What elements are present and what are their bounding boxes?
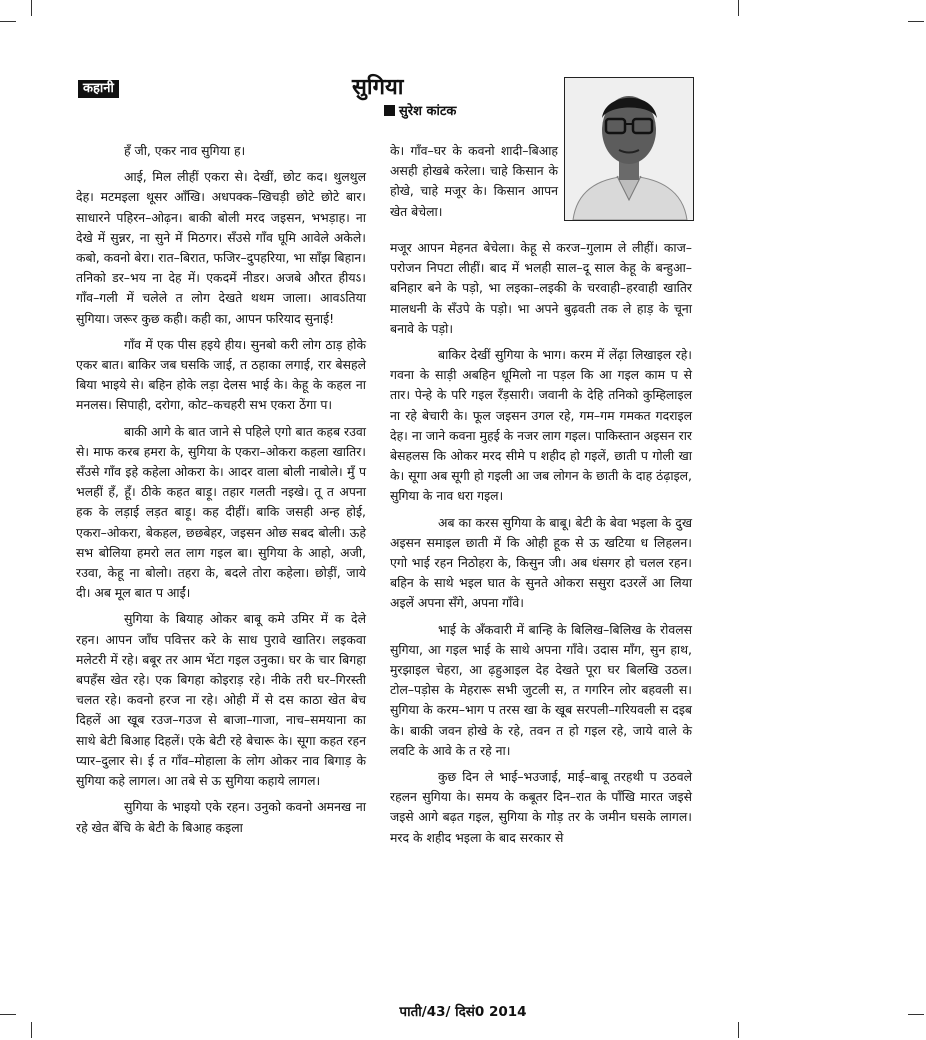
paragraph: मजूर आपन मेहनत बेचेला। केहू से करज–गुलाम ले लीहीं। काज–परोजन निपटा लीहीं। बाद में भलही साल–दू साल केहू के बन्हुआ–बनिहार बने के पड़ो, भा लइका–लइकी के चरवाही–हरवाही खातिर मालधनी के सँउपे के पड़ो। भा अपने बुढ़वती तक ले हाड़ के चूना बनावे के पड़ो। bbox=[390, 240, 692, 336]
paragraph: सुगिया के बियाह ओकर बाबू कमे उमिर में क देले रहन। आपन जाँघ पवित्तर करे के साध पुरावे खातिर। लइकवा मलेटरी में रहे। बबूर तर आम भेंटा गइल उनुका। घर के चार बिगहा बपहँस खेत रहे। एक बिगहा कोइराड़ रहे। नीके तरी घर–गिरस्ती चलत रहे। कवनो हरज ना रहे। ओही में से दस काठा खेत बेच दिहलें आ खूब रउज–गउज से बाजा–गाजा, नाच–समयाना का साथे बेटी बिआह दिहलें। एके बेटी रहे बेचारू के। सूगा कहत रहन प्यार–दुलार से। ई त गाँव–मोहाला के लोग ओकर नाव बिगाड़ के सुगिया कहे लागल। आ तबे से ऊ सुगिया कहाये लागल। bbox=[76, 611, 366, 789]
left-column bbox=[76, 141, 366, 844]
author-portrait-illustration bbox=[565, 78, 693, 220]
page-footer: पाती/43/ दिसं0 2014 bbox=[399, 1004, 527, 1020]
paragraph: आई, मिल लीहीं एकरा से। देखीं, छोट कद। थुलथुल देह। मटमइला थूसर आँखि। अधपक्क–खिचड़ी छोटे छोटे बार। साधारने पहिरन–ओढ़न। बाकी बोली मरद जइसन, भभड़ाह। ना देखे में सुन्नर, ना सुने में मिठगर। सँउसे गाँव घूमि आवेले अकेले। कबो, कवनो बेरा। रात–बिरात, फजिर–दुपहरिया, भा साँझ बिहान। तनिको डर–भय ना देह में। एकदमें नीडर। अजबे औरत हीयऽ। गाँव–गली में चलेले त लोग देखते थथम जाला। आवऽतिया सुगिया। जरूर कुछ कही। कही का, आपन फरियाद सुनाई! bbox=[76, 169, 366, 326]
crop-mark bbox=[31, 0, 32, 16]
paragraph: बाकिर देखीं सुगिया के भाग। करम में लेंढ़ा लिखाइल रहे। गवना के साड़ी अबहिन धूमिलो ना पड़ल कि आ गइल काम प से तार। पेन्हे के परि गइल रँड़सारी। जवानी के देहि तनिको कुम्हिलाइल ना रहे बेचारी के। फूल जइसन उगल रहे, गम–गम गमकत गदराइल देह। ना जाने कवना मुहई के नजर लाग गइल। पाकिस्तान अइसन रार बेसहलस कि ओकर मरद सीमे प शहीद हो गइलें, छाती प गोली खा के। सूगा अब सूगी हो गइली आ जब लोगन के छाती के दाह ठंढ़ाइल, सुगिया के नाव धरा गइल। bbox=[390, 347, 692, 504]
section-tag: कहानी bbox=[78, 80, 119, 98]
story-title: सुगिया bbox=[352, 75, 404, 100]
paragraph: भाई के अँकवारी में बान्हि के बिलिख–बिलिख के रोवलस सुगिया, आ गइल भाई के साथे अपना गाँवे। उदास माँग, सुन हाथ, मुरझाइल चेहरा, आ ढ़हुआइल देह देखते पूरा घर बिलखि उठल। टोल–पड़ोस के मेहरारू सभी जुटली स, त गगरिन लोर बहवली स। सुगिया के करम–भाग प तरस खा के खूब सरपली–गरियवली स दइब के। बाकी जवन होखे के रहे, तवन त हो गइल रहे, जाये वाले के लवटि के आवे के त रहे ना। bbox=[390, 621, 692, 758]
paragraph: गाँव में एक पीस हइये हीय। सुनबो करी लोग ठाड़ होके एकर बात। बाकिर जब घसकि जाई, त ठहाका लगाई, रार बेसहले बिया भाइये से। बहिन होके लड़ा देलस भाई के। केहू के कहल ना मनलस। सिपाही, दरोगा, कोट–कचहरी सभ एकरा ठेंगा प। bbox=[76, 336, 366, 413]
crop-mark bbox=[738, 0, 739, 16]
crop-mark bbox=[738, 1022, 739, 1038]
crop-mark bbox=[908, 21, 924, 22]
paragraph: अब का करस सुगिया के बाबू। बेटी के बेवा भइला के दुख अइसन समाइल छाती में कि ओही हूक से ऊ खटिया ध लिहलन। एगो भाई रहन निठोहरा के, किसुन जी। अब धंसगर हो चलल रहन। बहिन के साथे भइल घात के सुनते ओकरा ससुरा दउरलें आ लिया अइलें अपना सँगे, अपना गाँवे। bbox=[390, 514, 692, 611]
paragraph: के। गाँव–घर के कवनो शादी–बिआह असही होखबे करेला। चाहे किसान के होखे, चाहे मजूर के। किसान आपन खेत बेचेला। bbox=[390, 143, 558, 219]
crop-mark bbox=[0, 21, 16, 22]
author-line bbox=[384, 104, 456, 120]
paragraph: हँ जी, एकर नाव सुगिया ह। bbox=[124, 143, 246, 158]
right-column bbox=[390, 238, 692, 854]
author-name: सुरेश कांटक bbox=[399, 104, 457, 119]
paragraph: बाकी आगे के बात जाने से पहिले एगो बात कहब रउवा से। माफ करब हमरा के, सुगिया के एकरा–ओकरा कहला खातिर। सँउसे गाँव इहे कहेला ओकरा के। आदर वाला बोली नाबोले। मुँ प भलहीं हँ, हूँ। ठीके कहत बाड़ू। तहार गलती नइखे। तू त अपना हक के लड़ाई लड़त बाड़ू। कह दीहीं। बाकि जसही अन्ह होई, एकरा–ओकरा, बेकहल, छछबेहर, जइसन ओछ सबद बोली। ऊहे सभ बोलिया हमरो लत लाग गइल बा। सुगिया के आहो, अजी, रउवा, केहू ना बोलो। तहरा के, बदले तोरा कहेला। छोड़ीं, जाये दी। अब मूल बात प आईं। bbox=[76, 423, 366, 601]
paragraph: कुछ दिन ले भाई–भउजाई, माई–बाबू तरहथी प उठवले रहलन सुगिया के। समय के कबूतर दिन–रात के पाँखि मारत जइसे जइसे आगे बढ़त गइल, सुगिया के गोड़ तर के जमीन घसके लागल। मरद के शहीद भइला के बाद सरकार से bbox=[390, 769, 692, 845]
right-column-top bbox=[390, 141, 558, 228]
crop-mark bbox=[31, 1022, 32, 1038]
bullet-square-icon bbox=[384, 105, 395, 116]
paragraph: सुगिया के भाइयो एके रहन। उनुको कवनो अमनख ना रहे खेत बेंचि के बेटी के बिआह कइला bbox=[76, 799, 366, 835]
author-photo bbox=[564, 77, 694, 221]
